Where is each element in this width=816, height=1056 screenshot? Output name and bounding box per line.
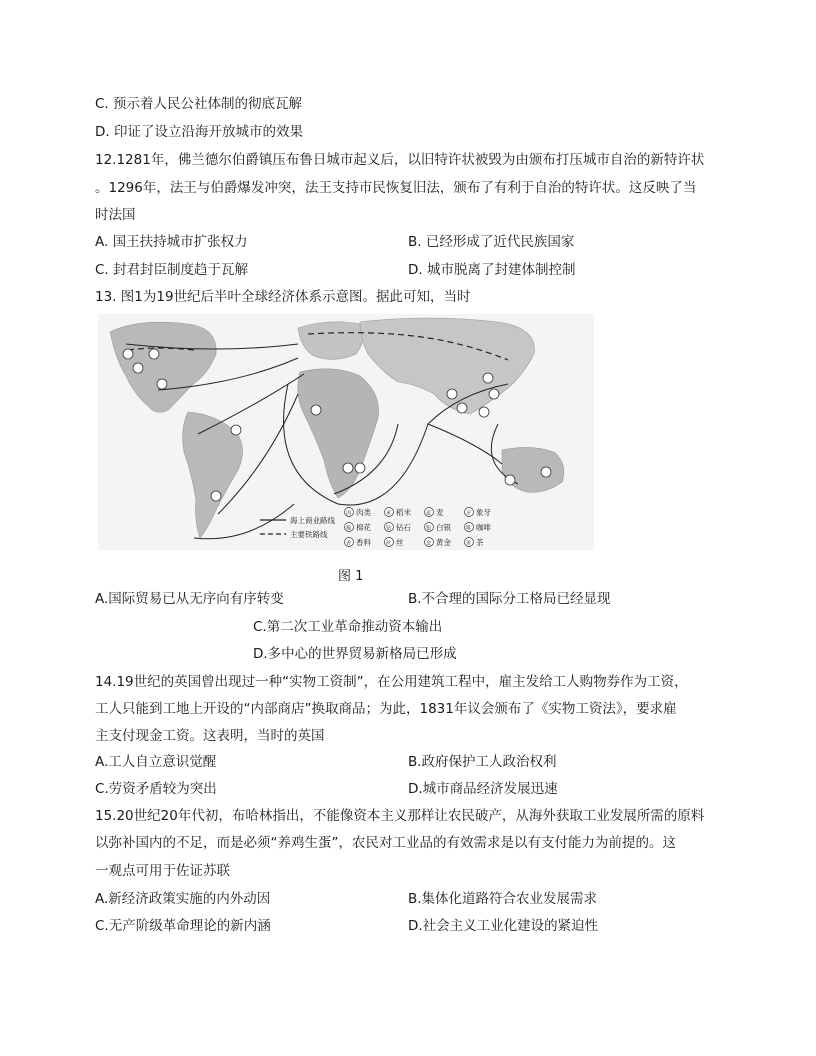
legend-cotton: 棉花 [356, 523, 371, 532]
q14-stem-line3: 主支付现金工资。这表明，当时的英国 [95, 728, 325, 744]
legend-spice: 香料 [356, 538, 371, 547]
q15-option-b: B.集体化道路符合农业发展需求 [408, 891, 598, 907]
q13-option-d: D.多中心的世界贸易新格局已形成 [253, 646, 457, 662]
legend-coffee: 咖啡 [476, 523, 491, 532]
q12-stem-line3: 时法国 [95, 207, 136, 223]
legend-gold: 黄金 [436, 538, 451, 547]
legend-icon-tea: 茶 [466, 540, 472, 547]
q11-option-c: C. 预示着人民公社体制的彻底瓦解 [95, 96, 303, 112]
legend-icon-ivory: 牙 [466, 510, 472, 517]
legend-silver: 白银 [436, 523, 451, 532]
legend-meat: 肉类 [356, 508, 371, 517]
q11-option-d: D. 印证了设立沿海开放城市的效果 [95, 124, 303, 140]
legend-tea: 茶 [476, 538, 484, 547]
legend-icon-spice: 香 [346, 540, 352, 547]
q15-option-c: C.无产阶级革命理论的新内涵 [95, 918, 271, 934]
legend-icon-wheat: 麦 [426, 510, 432, 517]
legend-wheat: 麦 [436, 508, 444, 517]
legend-silk: 丝 [396, 538, 404, 547]
q14-option-a: A.工人自立意识觉醒 [95, 754, 217, 770]
legend-rice: 稻米 [396, 508, 411, 517]
q13-stem: 13. 图1为19世纪后半叶全球经济体系示意图。据此可知，当时 [95, 289, 471, 305]
q13-option-b: B.不合理的国际分工格局已经显现 [408, 591, 611, 607]
legend-icon-cotton: 棉 [346, 525, 352, 532]
q12-stem-line2: 。1296年，法王与伯爵爆发冲突，法王支持市民恢复旧法，颁布了有利于自治的特许状。这反映了当 [95, 180, 697, 196]
q14-stem-line2: 工人只能到工地上开设的“内部商店”换取商品；为此，1831年议会颁布了《实物工资法》，要求雇 [95, 701, 677, 717]
q13-option-c: C.第二次工业革命推动资本输出 [253, 619, 443, 635]
legend-ivory: 象牙 [476, 508, 491, 517]
q14-stem-line1: 14.19世纪的英国曾出现过一种“实物工资制”，在公用建筑工程中，雇主发给工人购物券作为工资， [95, 674, 688, 690]
legend-icon-gold: 金 [426, 540, 432, 547]
q12-option-b: B. 已经形成了近代民族国家 [408, 234, 575, 250]
q15-option-a: A.新经济政策实施的内外动因 [95, 891, 271, 907]
q15-option-d: D.社会主义工业化建设的紧迫性 [408, 918, 599, 934]
q12-option-d: D. 城市脱离了封建体制控制 [408, 262, 576, 278]
q14-option-c: C.劳资矛盾较为突出 [95, 781, 217, 797]
legend-icon-coffee: 啡 [466, 525, 472, 532]
legend-rail-route: 主要铁路线 [290, 530, 328, 539]
legend-icon-meat: 肉 [346, 510, 352, 517]
legend-icon-rice: 米 [386, 510, 392, 517]
q15-stem-line1: 15.20世纪20年代初，布哈林指出，不能像资本主义那样让农民破产，从海外获取工业发展所需的原料 [95, 808, 705, 824]
q14-option-d: D.城市商品经济发展迅速 [408, 781, 558, 797]
figure-caption: 图 1 [338, 569, 364, 584]
legend-icon-silk: 丝 [386, 540, 392, 547]
q12-stem-line1: 12.1281年，佛兰德尔伯爵镇压布鲁日城市起义后，以旧特许状被毁为由颁布打压城市自治的新特许状 [95, 152, 705, 168]
legend-sea-route: 海上商业路线 [290, 516, 335, 525]
legend-icon-silver: 银 [426, 525, 432, 532]
world-economy-map [98, 314, 594, 550]
q12-option-c: C. 封君封臣制度趋于瓦解 [95, 262, 249, 278]
q12-option-a: A. 国王扶持城市扩张权力 [95, 234, 248, 250]
legend-diamond: 钻石 [396, 523, 411, 532]
q13-option-a: A.国际贸易已从无序向有序转变 [95, 591, 284, 607]
legend-icon-diamond: 钻 [386, 525, 392, 532]
q14-option-b: B.政府保护工人政治权利 [408, 754, 557, 770]
q15-stem-line2: 以弥补国内的不足，而是必须“养鸡生蛋”，农民对工业品的有效需求是以有支付能力为前提的。这 [95, 835, 676, 851]
q15-stem-line3: 一观点可用于佐证苏联 [95, 863, 230, 879]
